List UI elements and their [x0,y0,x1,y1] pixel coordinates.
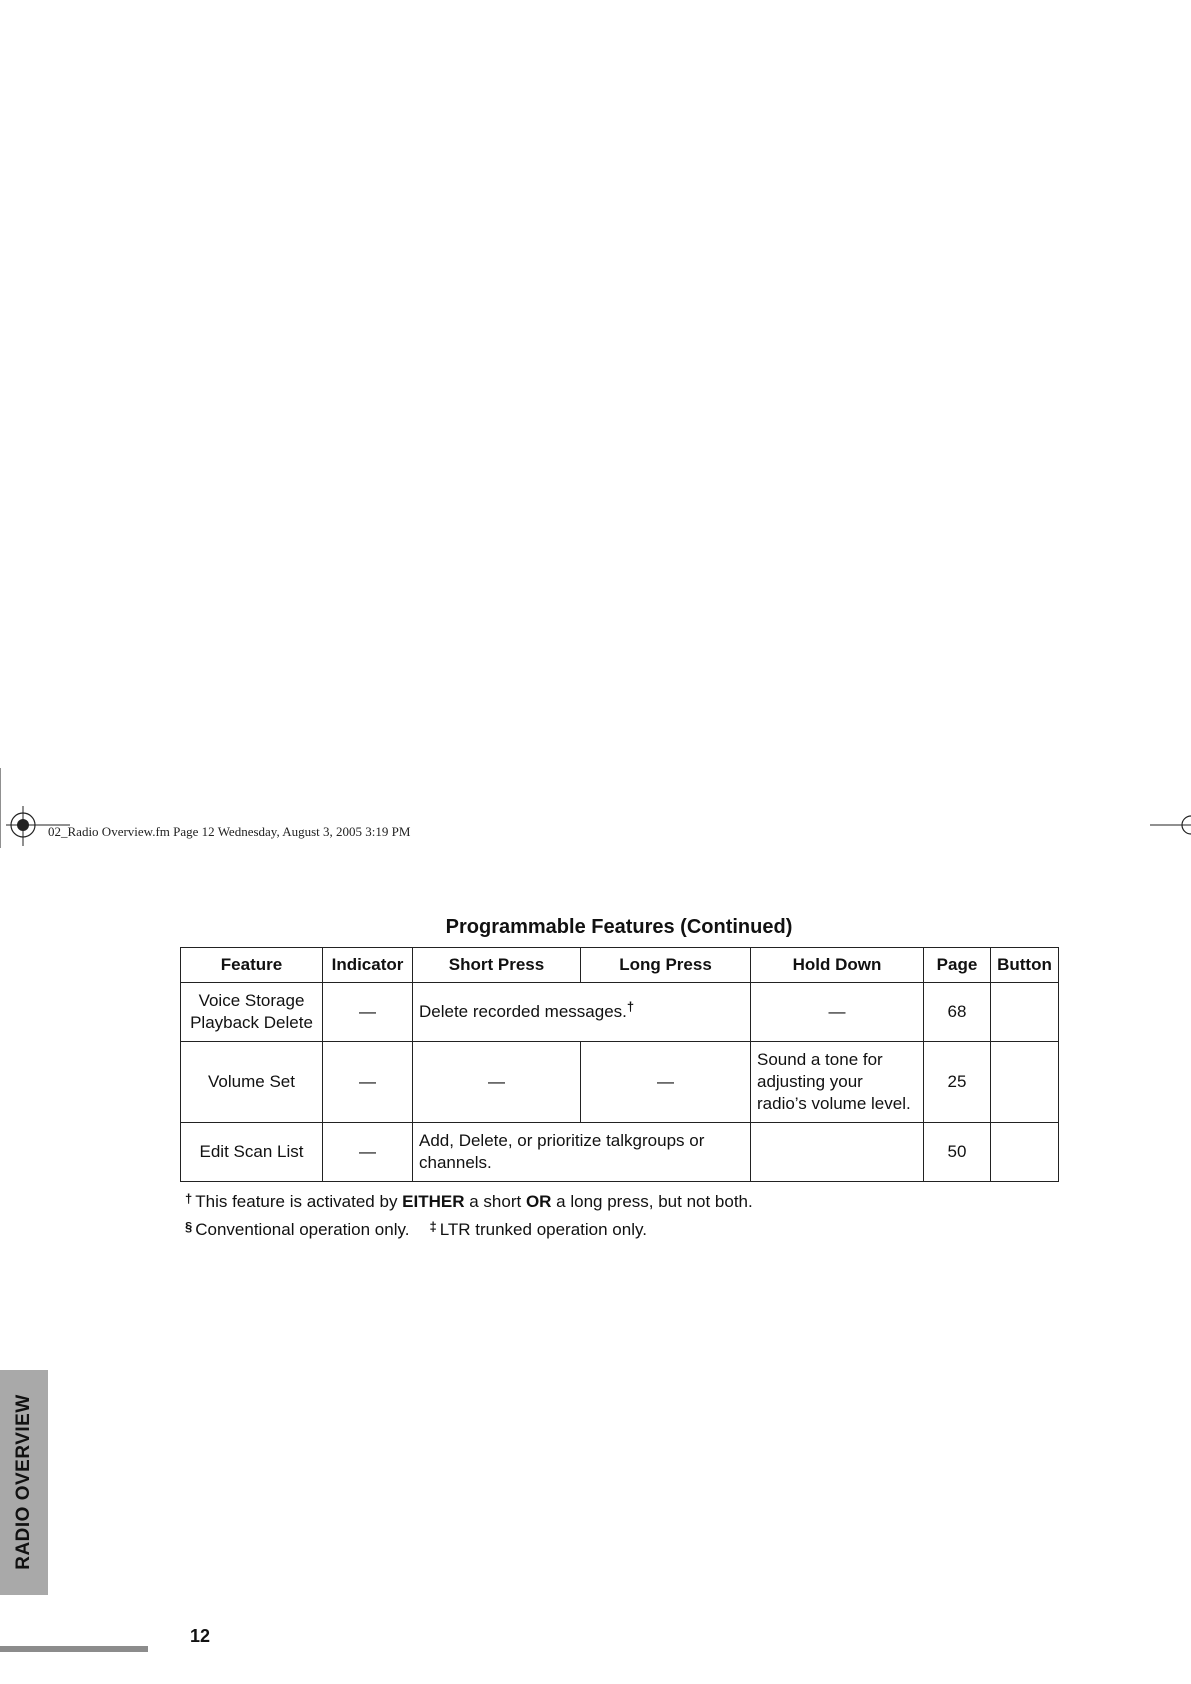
table-row [181,1123,1059,1182]
page-number: 12 [190,1626,211,1646]
section-symbol: § [185,1219,193,1234]
column-header-long-press: Long Press [581,948,751,983]
double-dagger-symbol: ‡ [429,1219,437,1234]
side-tab-label: RADIO OVERVIEW [13,1394,34,1570]
indicator-cell: — [323,983,413,1042]
programmable-features-table [180,947,1059,1182]
dagger-mark: † [626,998,635,1014]
column-header-hold-down: Hold Down [751,948,924,983]
table-row [181,983,1059,1042]
table-header-row [181,948,1059,983]
registration-mark-right-icon [1150,810,1191,840]
dagger-symbol: † [185,1191,193,1206]
short-long-press-cell: Add, Delete, or prioritize talkgroups or channels. [413,1123,751,1182]
file-info-header: 02_Radio Overview.fm Page 12 Wednesday, August 3, 2005 3:19 PM [48,824,411,839]
short-long-press-cell [413,983,751,1042]
table-footnotes [185,1186,753,1242]
short-long-press-text: Delete recorded messages. [419,1001,627,1021]
column-header-feature: Feature [181,948,323,983]
footnote-section-text: Conventional operation only. [195,1220,410,1239]
indicator-cell: — [323,1042,413,1123]
feature-cell: Volume Set [181,1042,323,1123]
page-cell: 25 [924,1042,991,1123]
footnote-text: a long press, but not both. [551,1192,753,1211]
short-press-cell: — [413,1042,581,1123]
column-header-indicator: Indicator [323,948,413,983]
footnote-section-and-double-dagger [185,1214,753,1242]
footnote-dagger [185,1186,753,1214]
column-header-button: Button [991,948,1059,983]
page-cell: 68 [924,983,991,1042]
footnote-bold-either: EITHER [402,1192,465,1211]
section-side-tab [0,1370,48,1595]
hold-down-cell: — [751,983,924,1042]
footnote-text: This feature is activated by [195,1192,403,1211]
footnote-double-dagger-text: LTR trunked operation only. [439,1220,647,1239]
table-title: Programmable Features (Continued) [445,916,793,938]
column-header-short-press: Short Press [413,948,581,983]
column-header-page: Page [924,948,991,983]
footnote-text: a short [464,1192,526,1211]
table-row [181,1042,1059,1123]
button-cell [991,983,1059,1042]
hold-down-cell: Sound a tone for adjusting your radio’s volume level. [751,1042,924,1123]
button-cell [991,1042,1059,1123]
button-cell [991,1123,1059,1182]
indicator-cell: — [323,1123,413,1182]
hold-down-cell [751,1123,924,1182]
feature-cell: Voice Storage Playback Delete [181,983,323,1042]
page-cell: 50 [924,1123,991,1182]
footnote-bold-or: OR [525,1192,552,1211]
long-press-cell: — [581,1042,751,1123]
footer-rule [0,1646,148,1652]
feature-cell: Edit Scan List [181,1123,323,1182]
